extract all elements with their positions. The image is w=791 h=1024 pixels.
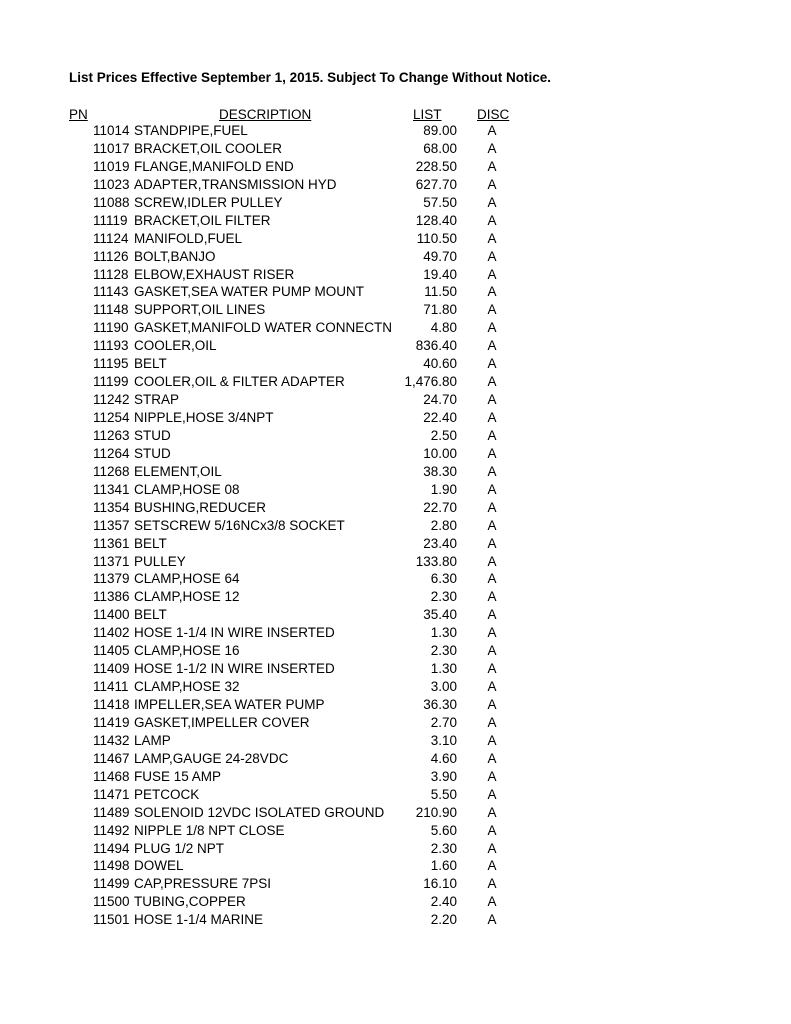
description-cell: GASKET,MANIFOLD WATER CONNECTN (134, 320, 393, 336)
column-header-disc: DISC (477, 107, 510, 122)
discount-code-cell: A (487, 750, 497, 766)
list-price-cell: 2.20 (430, 912, 457, 928)
table-row (0, 283, 791, 301)
discount-code-cell: A (487, 804, 497, 820)
discount-code-cell: A (487, 499, 497, 515)
list-price-cell: 6.30 (430, 571, 457, 587)
table-row (0, 714, 791, 732)
table-row (0, 893, 791, 911)
part-number-cell: 11419 (93, 714, 130, 730)
description-cell: CLAMP,HOSE 08 (134, 481, 240, 497)
table-row (0, 840, 791, 858)
description-cell: BOLT,BANJO (134, 248, 216, 264)
column-header-pn: PN (69, 107, 88, 122)
discount-code-cell: A (487, 392, 497, 408)
discount-code-cell: A (487, 858, 497, 874)
discount-code-cell: A (487, 284, 497, 300)
description-cell: CLAMP,HOSE 32 (134, 679, 240, 695)
part-number-cell: 11014 (93, 123, 130, 138)
description-cell: ADAPTER,TRANSMISSION HYD (134, 176, 337, 192)
part-number-cell: 11494 (93, 840, 130, 856)
table-row (0, 660, 791, 678)
discount-code-cell: A (487, 230, 497, 246)
list-price-cell: 2.30 (430, 840, 457, 856)
table-row (0, 427, 791, 445)
list-price-cell: 68.00 (423, 140, 457, 156)
part-number-cell: 11126 (93, 248, 129, 264)
table-row (0, 337, 791, 355)
description-cell: STUD (134, 427, 171, 443)
list-price-cell: 1.60 (430, 858, 457, 874)
table-row (0, 606, 791, 624)
part-number-cell: 11019 (93, 158, 130, 174)
description-cell: CLAMP,HOSE 12 (134, 589, 240, 605)
table-row (0, 732, 791, 750)
discount-code-cell: A (487, 786, 497, 802)
part-number-cell: 11467 (93, 750, 130, 766)
list-price-cell: 1.30 (430, 661, 457, 677)
table-row (0, 624, 791, 642)
description-cell: TUBING,COPPER (134, 894, 246, 910)
table-row (0, 158, 791, 176)
price-list-table (0, 122, 791, 929)
discount-code-cell: A (487, 374, 497, 390)
table-row (0, 786, 791, 804)
list-price-cell: 5.50 (430, 786, 457, 802)
table-row (0, 212, 791, 230)
description-cell: BELT (134, 607, 167, 623)
part-number-cell: 11254 (93, 410, 130, 425)
discount-code-cell: A (487, 463, 497, 479)
description-cell: STUD (134, 445, 171, 461)
table-row (0, 804, 791, 822)
list-price-cell: 133.80 (415, 553, 457, 569)
table-row (0, 248, 791, 266)
table-row (0, 570, 791, 588)
description-cell: HOSE 1-1/4 IN WIRE INSERTED (134, 625, 335, 641)
list-price-cell: 1.30 (430, 625, 457, 641)
list-price-cell: 2.30 (430, 589, 457, 605)
table-row (0, 194, 791, 212)
table-row (0, 553, 791, 571)
description-cell: PLUG 1/2 NPT (134, 840, 225, 856)
discount-code-cell: A (487, 266, 497, 282)
table-row (0, 535, 791, 553)
list-price-cell: 2.30 (430, 643, 457, 659)
table-row (0, 445, 791, 463)
discount-code-cell: A (487, 912, 497, 928)
discount-code-cell: A (487, 571, 497, 587)
list-price-cell: 35.40 (423, 607, 457, 623)
discount-code-cell: A (487, 176, 497, 192)
part-number-cell: 11471 (93, 786, 130, 802)
table-row (0, 750, 791, 768)
description-cell: GASKET,SEA WATER PUMP MOUNT (134, 284, 365, 300)
discount-code-cell: A (487, 840, 497, 856)
part-number-cell: 11418 (93, 697, 130, 712)
list-price-cell: 228.50 (415, 158, 457, 174)
description-cell: CAP,PRESSURE 7PSI (134, 876, 272, 892)
table-row (0, 499, 791, 517)
column-header-list: LIST (413, 107, 442, 122)
part-number-cell: 11143 (93, 284, 129, 300)
page-title: List Prices Effective September 1, 2015. Subject To Change Without Notice. (69, 70, 551, 85)
part-number-cell: 11264 (93, 445, 130, 461)
discount-code-cell: A (487, 158, 497, 174)
description-cell: COOLER,OIL & FILTER ADAPTER (134, 374, 345, 390)
list-price-cell: 49.70 (423, 248, 457, 264)
discount-code-cell: A (487, 661, 497, 677)
part-number-cell: 11268 (93, 463, 130, 479)
discount-code-cell: A (487, 338, 497, 354)
discount-code-cell: A (487, 625, 497, 641)
description-cell: PULLEY (134, 553, 186, 569)
discount-code-cell: A (487, 732, 497, 748)
part-number-cell: 11193 (93, 338, 129, 354)
description-cell: HOSE 1-1/2 IN WIRE INSERTED (134, 661, 335, 677)
part-number-cell: 11386 (93, 589, 130, 605)
table-row (0, 230, 791, 248)
discount-code-cell: A (487, 140, 497, 156)
description-cell: ELEMENT,OIL (134, 463, 222, 479)
part-number-cell: 11468 (93, 768, 130, 784)
table-row (0, 875, 791, 893)
list-price-cell: 210.90 (415, 804, 457, 820)
part-number-cell: 11199 (93, 374, 129, 390)
discount-code-cell: A (487, 768, 497, 784)
discount-code-cell: A (487, 410, 497, 425)
list-price-cell: 38.30 (423, 463, 457, 479)
description-cell: SOLENOID 12VDC ISOLATED GROUND (134, 804, 385, 820)
table-row (0, 266, 791, 284)
table-row (0, 355, 791, 373)
table-row (0, 409, 791, 427)
description-cell: CLAMP,HOSE 64 (134, 571, 240, 587)
table-row (0, 822, 791, 840)
part-number-cell: 11400 (93, 607, 130, 623)
list-price-cell: 4.60 (430, 750, 457, 766)
list-price-cell: 5.60 (430, 822, 457, 838)
part-number-cell: 11017 (93, 140, 130, 156)
part-number-cell: 11500 (93, 894, 130, 910)
list-price-cell: 71.80 (423, 302, 457, 318)
table-row (0, 463, 791, 481)
description-cell: IMPELLER,SEA WATER PUMP (134, 697, 325, 712)
part-number-cell: 11405 (93, 643, 130, 659)
part-number-cell: 11124 (93, 230, 129, 246)
description-cell: BRACKET,OIL COOLER (134, 140, 283, 156)
table-row (0, 911, 791, 929)
list-price-cell: 836.40 (415, 338, 457, 354)
list-price-cell: 16.10 (423, 876, 457, 892)
list-price-cell: 24.70 (423, 392, 457, 408)
description-cell: NIPPLE,HOSE 3/4NPT (134, 410, 274, 425)
part-number-cell: 11492 (93, 822, 130, 838)
column-header-description: DESCRIPTION (219, 107, 312, 122)
part-number-cell: 11357 (93, 517, 130, 533)
discount-code-cell: A (487, 517, 497, 533)
discount-code-cell: A (487, 679, 497, 695)
list-price-cell: 23.40 (423, 535, 457, 551)
table-row (0, 391, 791, 409)
part-number-cell: 11409 (93, 661, 130, 677)
part-number-cell: 11128 (93, 266, 129, 282)
discount-code-cell: A (487, 894, 497, 910)
table-row (0, 319, 791, 337)
part-number-cell: 11361 (93, 535, 130, 551)
part-number-cell: 11190 (93, 320, 129, 336)
table-row (0, 696, 791, 714)
description-cell: FLANGE,MANIFOLD END (134, 158, 294, 174)
description-cell: BELT (134, 356, 167, 372)
list-price-cell: 1.90 (430, 481, 457, 497)
discount-code-cell: A (487, 445, 497, 461)
list-price-cell: 2.70 (430, 714, 457, 730)
table-row (0, 642, 791, 660)
part-number-cell: 11501 (93, 912, 130, 928)
description-cell: BRACKET,OIL FILTER (134, 212, 271, 228)
list-price-cell: 2.80 (430, 517, 457, 533)
table-row (0, 857, 791, 875)
list-price-cell: 36.30 (423, 697, 457, 712)
list-price-cell: 89.00 (423, 123, 457, 138)
discount-code-cell: A (487, 822, 497, 838)
table-row (0, 768, 791, 786)
description-cell: BELT (134, 535, 167, 551)
list-price-cell: 1,476.80 (404, 374, 457, 390)
description-cell: HOSE 1-1/4 MARINE (134, 912, 264, 928)
table-row (0, 481, 791, 499)
description-cell: SUPPORT,OIL LINES (134, 302, 266, 318)
list-price-cell: 10.00 (423, 445, 457, 461)
discount-code-cell: A (487, 607, 497, 623)
list-price-cell: 57.50 (423, 194, 457, 210)
description-cell: SETSCREW 5/16NCx3/8 SOCKET (134, 517, 345, 533)
description-cell: STRAP (134, 392, 180, 408)
description-cell: COOLER,OIL (134, 338, 217, 354)
description-cell: ELBOW,EXHAUST RISER (134, 266, 295, 282)
table-row (0, 140, 791, 158)
list-price-cell: 40.60 (423, 356, 457, 372)
part-number-cell: 11242 (93, 392, 130, 408)
part-number-cell: 11023 (93, 176, 130, 192)
discount-code-cell: A (487, 876, 497, 892)
discount-code-cell: A (487, 212, 497, 228)
part-number-cell: 11411 (93, 679, 129, 695)
table-row (0, 678, 791, 696)
list-price-cell: 110.50 (416, 230, 457, 246)
description-cell: SCREW,IDLER PULLEY (134, 194, 283, 210)
part-number-cell: 11341 (93, 481, 130, 497)
discount-code-cell: A (487, 123, 497, 138)
discount-code-cell: A (487, 589, 497, 605)
part-number-cell: 11119 (93, 212, 128, 228)
part-number-cell: 11432 (93, 732, 130, 748)
part-number-cell: 11195 (93, 356, 129, 372)
list-price-cell: 19.40 (423, 266, 457, 282)
list-price-cell: 2.50 (430, 427, 457, 443)
table-row (0, 373, 791, 391)
part-number-cell: 11379 (93, 571, 130, 587)
discount-code-cell: A (487, 356, 497, 372)
list-price-cell: 2.40 (430, 894, 457, 910)
description-cell: MANIFOLD,FUEL (134, 230, 243, 246)
discount-code-cell: A (487, 481, 497, 497)
description-cell: FUSE 15 AMP (134, 768, 222, 784)
discount-code-cell: A (487, 194, 497, 210)
description-cell: LAMP (134, 732, 171, 748)
description-cell: GASKET,IMPELLER COVER (134, 714, 310, 730)
list-price-cell: 627.70 (415, 176, 457, 192)
discount-code-cell: A (487, 248, 497, 264)
description-cell: STANDPIPE,FUEL (134, 123, 248, 138)
list-price-cell: 4.80 (430, 320, 457, 336)
part-number-cell: 11499 (93, 876, 130, 892)
description-cell: NIPPLE 1/8 NPT CLOSE (134, 822, 285, 838)
table-row (0, 588, 791, 606)
list-price-cell: 128.40 (415, 212, 457, 228)
description-cell: BUSHING,REDUCER (134, 499, 267, 515)
discount-code-cell: A (487, 553, 497, 569)
table-row (0, 301, 791, 319)
description-cell: CLAMP,HOSE 16 (134, 643, 240, 659)
discount-code-cell: A (487, 535, 497, 551)
table-row (0, 517, 791, 535)
discount-code-cell: A (487, 320, 497, 336)
part-number-cell: 11498 (93, 858, 130, 874)
part-number-cell: 11088 (93, 194, 130, 210)
table-row (0, 122, 791, 140)
description-cell: PETCOCK (134, 786, 200, 802)
part-number-cell: 11489 (93, 804, 130, 820)
discount-code-cell: A (487, 302, 497, 318)
discount-code-cell: A (487, 697, 497, 712)
list-price-cell: 22.40 (423, 410, 457, 425)
list-price-cell: 3.90 (430, 768, 457, 784)
part-number-cell: 11148 (93, 302, 129, 318)
discount-code-cell: A (487, 643, 497, 659)
part-number-cell: 11402 (93, 625, 130, 641)
description-cell: DOWEL (134, 858, 184, 874)
list-price-cell: 22.70 (423, 499, 457, 515)
list-price-cell: 3.10 (430, 732, 457, 748)
list-price-cell: 11.50 (424, 284, 457, 300)
part-number-cell: 11263 (93, 427, 130, 443)
part-number-cell: 11371 (93, 553, 130, 569)
part-number-cell: 11354 (93, 499, 130, 515)
discount-code-cell: A (487, 427, 497, 443)
description-cell: LAMP,GAUGE 24-28VDC (134, 750, 289, 766)
list-price-cell: 3.00 (430, 679, 457, 695)
discount-code-cell: A (487, 714, 497, 730)
table-row (0, 176, 791, 194)
